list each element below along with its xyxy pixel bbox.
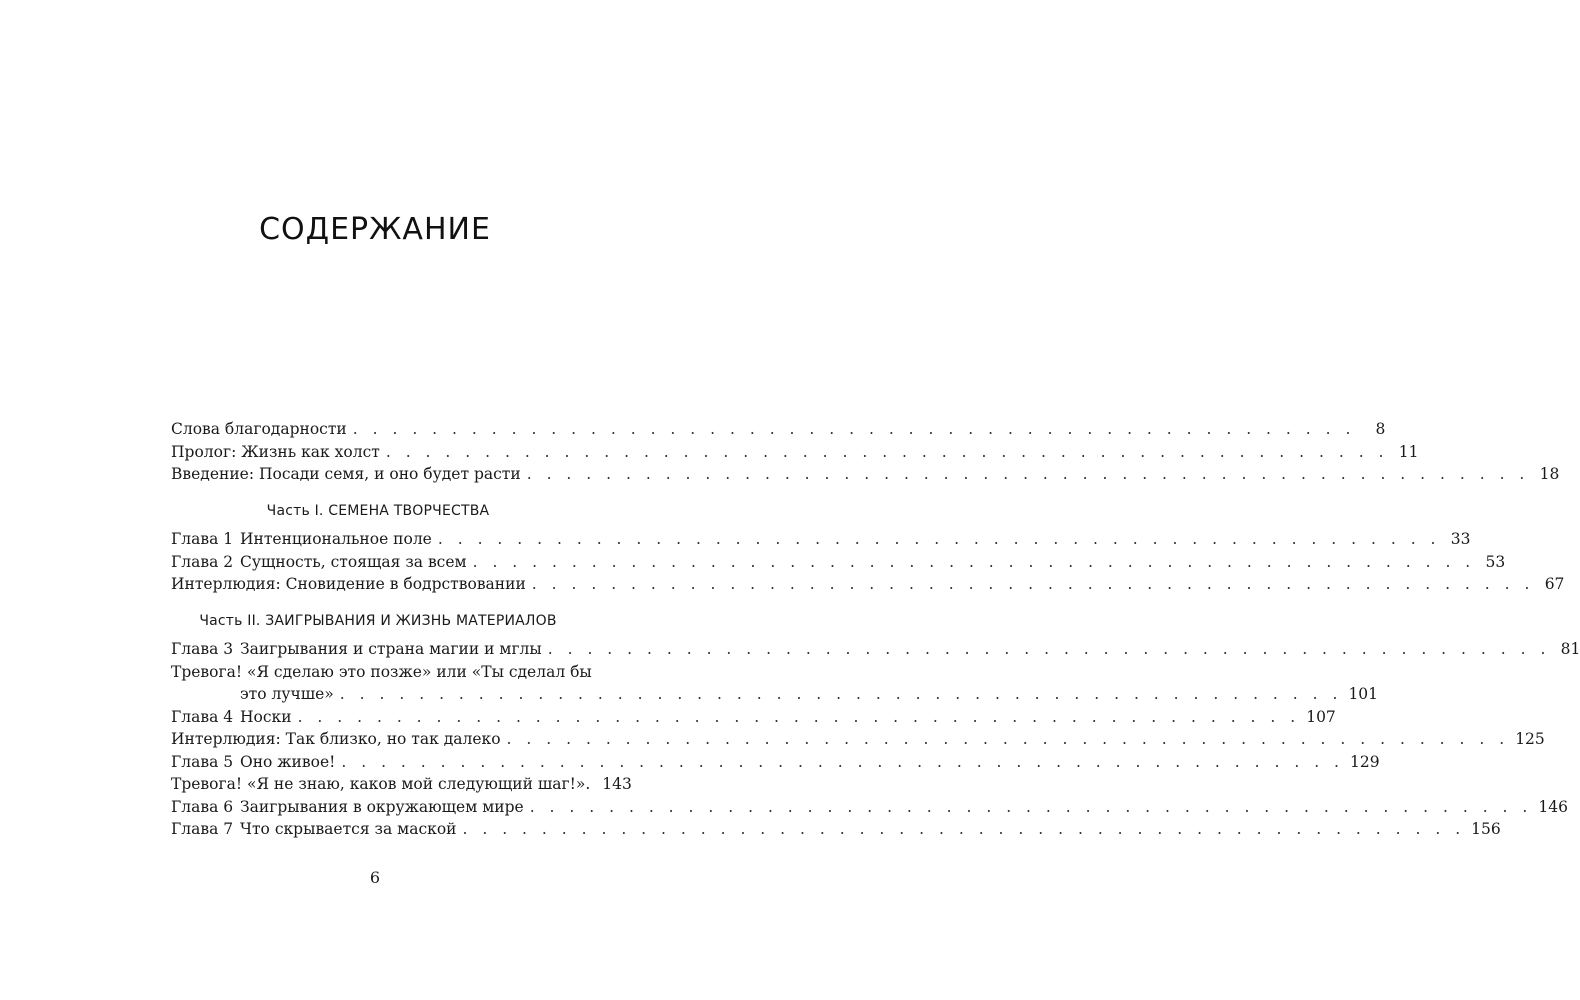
chapter-label: Глава 3 bbox=[171, 640, 234, 658]
toc-entry-interlude-1[interactable] bbox=[171, 573, 1565, 596]
chapter-title: Что скрывается за маской bbox=[240, 820, 457, 838]
dot-leader: . . . . . . . . . . . . . . . . . . . . . . . . . . . . . . . . . . . . . . . . . . . . . . . . . . . bbox=[339, 685, 1343, 703]
toc-page-number: 156 bbox=[1471, 820, 1501, 838]
toc-page-number: 125 bbox=[1515, 730, 1545, 748]
chapter-label: Глава 1 bbox=[171, 530, 234, 548]
toc-entry-title: Пролог: Жизнь как холст bbox=[171, 442, 380, 461]
part-1-heading: Часть I. СЕМЕНА ТВОРЧЕСТВА bbox=[266, 502, 490, 519]
dot-leader: . . . . . . . . . . . . . . . . . . . . . . . . . . . . . . . . . . . . . . . . . . . . . . . . . . . bbox=[437, 530, 1441, 548]
toc-entry-chapter-1[interactable] bbox=[171, 528, 1471, 551]
toc-page-number: 8 bbox=[1375, 420, 1386, 438]
chapter-label: Глава 4 bbox=[171, 707, 234, 726]
toc-entry-title: Интерлюдия: Так близко, но так далеко bbox=[171, 730, 501, 748]
toc-page-number: 81 bbox=[1560, 640, 1580, 658]
table-of-contents bbox=[171, 418, 1580, 841]
dot-leader: . . . . . . . . . . . . . . . . . . . . . . . . . . . . . . . . . . . . . . . . . . . . . . . . . . . bbox=[547, 640, 1551, 658]
chapter-label: Глава 7 bbox=[171, 820, 234, 838]
dot-leader: . . . . . . . . . . . . . . . . . . . . . . . . . . . . . . . . . . . . . . . . . . . . . . . . . . . bbox=[506, 730, 1510, 748]
part-2-heading: Часть II. ЗАИГРЫВАНИЯ И ЖИЗНЬ МАТЕРИАЛОВ bbox=[199, 612, 557, 629]
toc-page-number: 67 bbox=[1544, 575, 1565, 593]
toc-page-number: 143 bbox=[602, 775, 632, 793]
toc-page-number: 129 bbox=[1350, 752, 1380, 771]
toc-entry-title bbox=[171, 528, 432, 551]
chapter-title: Интенциональное поле bbox=[240, 530, 432, 548]
chapter-title: Заигрывания в окружающем мире bbox=[240, 797, 524, 816]
toc-page-number: 18 bbox=[1539, 465, 1560, 483]
chapter-title: Носки bbox=[240, 707, 292, 726]
toc-entry-title bbox=[171, 551, 467, 574]
toc-entry-chapter-6[interactable] bbox=[171, 796, 1568, 819]
chapter-label: Глава 5 bbox=[171, 752, 234, 771]
chapter-title: Оно живое! bbox=[240, 752, 336, 771]
page-number: 6 bbox=[369, 868, 381, 887]
toc-entry-title: Тревога! «Я не знаю, каков мой следующий шаг!». bbox=[171, 775, 591, 793]
toc-entry-acknowledgements[interactable] bbox=[171, 418, 1386, 441]
dot-leader: . . . . . . . . . . . . . . . . . . . . . . . . . . . . . . . . . . . . . . . . . . . . . . . . . . . bbox=[529, 797, 1533, 816]
toc-entry-title bbox=[171, 638, 542, 661]
toc-entry-alarm-1-line-2[interactable] bbox=[171, 683, 1379, 706]
chapter-label: Глава 2 bbox=[171, 552, 234, 571]
dot-leader: . . . . . . . . . . . . . . . . . . . . . . . . . . . . . . . . . . . . . . . . . . . . . . . . . . . bbox=[385, 442, 1389, 461]
page-title: СОДЕРЖАНИЕ bbox=[259, 212, 491, 247]
chapter-label: Глава 6 bbox=[171, 797, 234, 816]
toc-entry-chapter-3[interactable] bbox=[171, 638, 1580, 661]
dot-leader: . . . . . . . . . . . . . . . . . . . . . . . . . . . . . . . . . . . . . . . . . . . . . . . . . . . bbox=[352, 420, 1356, 438]
toc-page-number: 33 bbox=[1450, 530, 1471, 548]
toc-entry-chapter-2[interactable] bbox=[171, 551, 1506, 574]
toc-entry-chapter-4[interactable] bbox=[171, 706, 1336, 729]
toc-entry-title bbox=[171, 706, 292, 729]
toc-entry-title: Введение: Посади семя, и оно будет расти bbox=[171, 465, 521, 483]
toc-entry-interlude-2[interactable] bbox=[171, 728, 1545, 751]
chapter-title: Заигрывания и страна магии и мглы bbox=[240, 640, 542, 658]
toc-entry-title bbox=[171, 751, 335, 774]
toc-entry-title: Слова благодарности bbox=[171, 420, 347, 438]
toc-entry-title: это лучше» bbox=[240, 685, 334, 703]
toc-entry-title bbox=[171, 796, 524, 819]
toc-entry-title bbox=[171, 818, 457, 841]
toc-entry-introduction[interactable] bbox=[171, 463, 1560, 486]
toc-page-number: 107 bbox=[1306, 707, 1336, 726]
toc-page-number: 11 bbox=[1398, 442, 1419, 461]
toc-page-number: 146 bbox=[1538, 797, 1568, 816]
toc-entry-chapter-7[interactable] bbox=[171, 818, 1501, 841]
dot-leader: . . . . . . . . . . . . . . . . . . . . . . . . . . . . . . . . . . . . . . . . . . . . . . . . . . . bbox=[472, 552, 1476, 571]
toc-entry-alarm-2[interactable] bbox=[171, 773, 632, 796]
toc-entry-title: Интерлюдия: Сновидение в бодрствовании bbox=[171, 575, 526, 593]
toc-entry-alarm-1-line-1[interactable]: Тревога! «Я сделаю это позже» или «Ты сделал бы bbox=[171, 662, 592, 681]
toc-entry-chapter-5[interactable] bbox=[171, 751, 1380, 774]
toc-entry-prologue[interactable] bbox=[171, 441, 1419, 464]
dot-leader: . . . . . . . . . . . . . . . . . . . . . . . . . . . . . . . . . . . . . . . . . . . . . . . . . . . bbox=[341, 752, 1344, 771]
dot-leader: . . . . . . . . . . . . . . . . . . . . . . . . . . . . . . . . . . . . . . . . . . . . . . . . . . . bbox=[297, 707, 1301, 726]
toc-page-number: 101 bbox=[1348, 685, 1379, 703]
dot-leader: . . . . . . . . . . . . . . . . . . . . . . . . . . . . . . . . . . . . . . . . . . . . . . . . . . . bbox=[531, 575, 1535, 593]
dot-leader: . . . . . . . . . . . . . . . . . . . . . . . . . . . . . . . . . . . . . . . . . . . . . . . . . . . bbox=[526, 465, 1530, 483]
chapter-title: Сущность, стоящая за всем bbox=[240, 552, 467, 571]
dot-leader: . . . . . . . . . . . . . . . . . . . . . . . . . . . . . . . . . . . . . . . . . . . . . . . . . . . bbox=[462, 820, 1466, 838]
toc-page-number: 53 bbox=[1485, 552, 1506, 571]
